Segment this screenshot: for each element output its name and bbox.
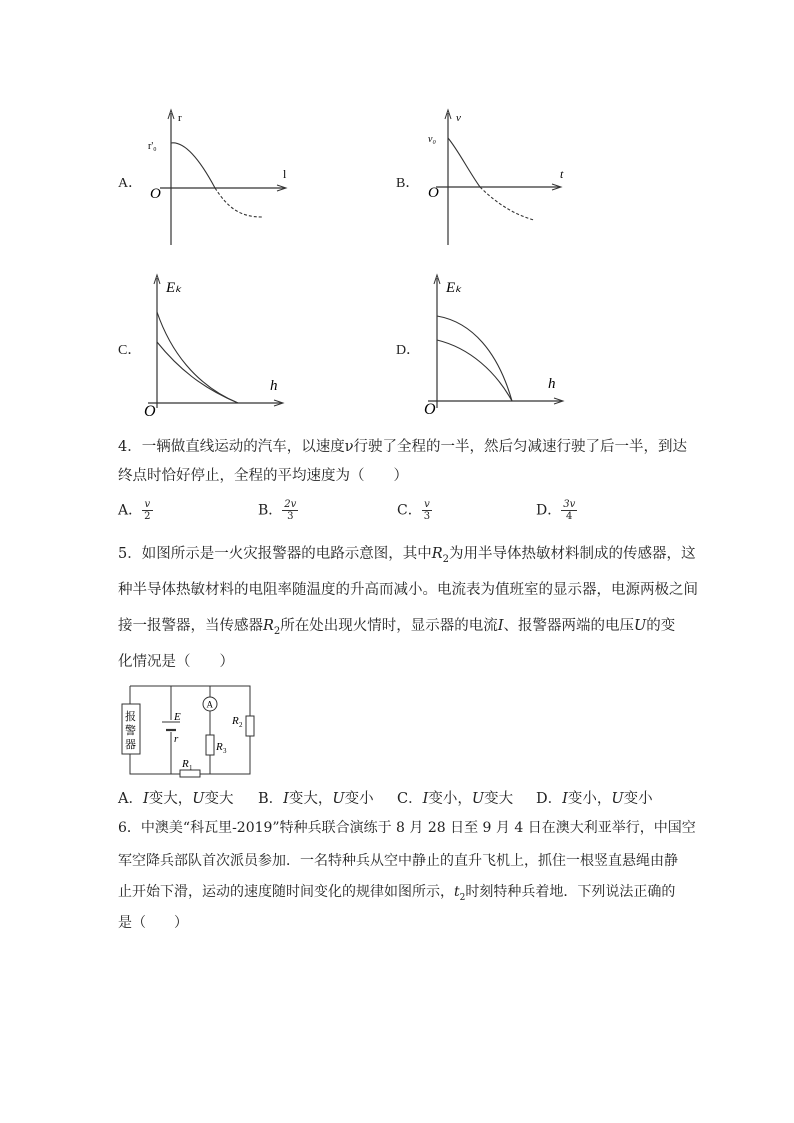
- alarm-char-2: 警: [125, 725, 136, 737]
- q4-line-1: 4．一辆做直线运动的汽车，以速度ν行驶了全程的一半，然后匀减速行驶了后一半，到达: [118, 439, 688, 455]
- internal-resistance-label: r: [174, 733, 179, 745]
- q6-line-1: 6．中澳美“科瓦里-2019”特种兵联合演练于 8 月 28 日至 9 月 4 日在澳大利亚举行，中国空: [118, 820, 696, 836]
- q5-option-b: B．I变大，U变小: [258, 791, 374, 807]
- r2-label: R: [232, 715, 239, 727]
- q5-option-d: D．I变小，U变小: [536, 791, 653, 807]
- q4-option-b: B． $\frac{2v}{3}$: [258, 499, 297, 522]
- curve-dashed: [480, 187, 534, 220]
- curve-upper: [437, 316, 512, 401]
- alarm-char-3: 器: [125, 739, 136, 751]
- outer-wire: [130, 686, 250, 774]
- y0-label: v₀: [428, 134, 436, 145]
- q4-option-d: D． $\frac{3v}{4}$: [536, 499, 576, 522]
- resistor-r3: [206, 735, 214, 755]
- circuit-diagram: [118, 678, 268, 783]
- q4-line-2: 终点时恰好停止，全程的平均速度为（ ）: [118, 468, 408, 484]
- ammeter-label: A: [206, 699, 213, 710]
- origin-label: O: [144, 403, 156, 420]
- option-a-label: A．: [118, 176, 143, 191]
- y0-label: r'₀: [148, 141, 157, 152]
- y-axis-label: r: [178, 112, 182, 124]
- x-axis-label: h: [548, 376, 556, 392]
- curve-solid: [171, 143, 215, 188]
- option-b-label: B．: [396, 176, 420, 191]
- r1-subscript: 1: [189, 764, 193, 772]
- origin-label: O: [150, 186, 161, 202]
- q5-option-a: A．I变大，U变大: [118, 791, 234, 807]
- resistor-r2: [246, 716, 254, 736]
- q5-option-c: C．I变小，U变大: [397, 791, 514, 807]
- q5-line-1: 5．如图所示是一火灾报警器的电路示意图，其中$R_2$为用半导体热敏材料制成的传感器，这: [118, 546, 696, 565]
- y-axis-label: v: [456, 112, 461, 124]
- graph-a: [140, 105, 300, 250]
- q6-line-2: 军空降兵部队首次派员参加．一名特种兵从空中静止的直升飞机上，抓住一根竖直悬绳由静: [118, 853, 678, 869]
- r2-subscript: 2: [239, 721, 243, 729]
- r3-label: R: [216, 741, 223, 753]
- q5-line-3: 接一报警器，当传感器$R_2$所在处出现火情时，显示器的电流I、报警器两端的电压U的变: [118, 618, 676, 637]
- x-axis-label: h: [270, 378, 278, 394]
- curve-solid: [448, 138, 480, 187]
- graph-b: [418, 105, 578, 250]
- q5-line-2: 种半导体热敏材料的电阻率随温度的升高而减小。电流表为值班室的显示器，电源两极之间: [118, 582, 698, 598]
- emf-label: E: [174, 711, 181, 723]
- r1-label: R: [182, 758, 189, 770]
- option-d-label: D．: [396, 343, 421, 358]
- x-axis-label: l: [283, 167, 287, 181]
- y-axis-label: Eₖ: [446, 280, 462, 296]
- q5-line-4: 化情况是（ ）: [118, 654, 234, 670]
- r3-subscript: 3: [223, 747, 227, 755]
- curve-lower: [157, 342, 238, 403]
- alarm-char-1: 报: [125, 711, 136, 723]
- q4-option-c: C． $\frac{v}{3}$: [397, 499, 431, 522]
- origin-label: O: [424, 401, 436, 418]
- x-axis-label: t: [560, 167, 564, 181]
- q4-option-a: A． $\frac{v}{2}$: [118, 499, 151, 522]
- q6-line-4: 是（ ）: [118, 915, 188, 931]
- q6-line-3: 止开始下滑，运动的速度随时间变化的规律如图所示，$t_2$时刻特种兵着地．下列说法正确的: [118, 884, 676, 903]
- curve-dashed: [215, 188, 262, 217]
- origin-label: O: [428, 185, 439, 201]
- curve-upper: [157, 312, 238, 403]
- y-axis-label: Eₖ: [166, 280, 182, 296]
- option-c-label: C．: [118, 343, 142, 358]
- graph-d: [420, 270, 570, 420]
- graph-c: [140, 270, 290, 420]
